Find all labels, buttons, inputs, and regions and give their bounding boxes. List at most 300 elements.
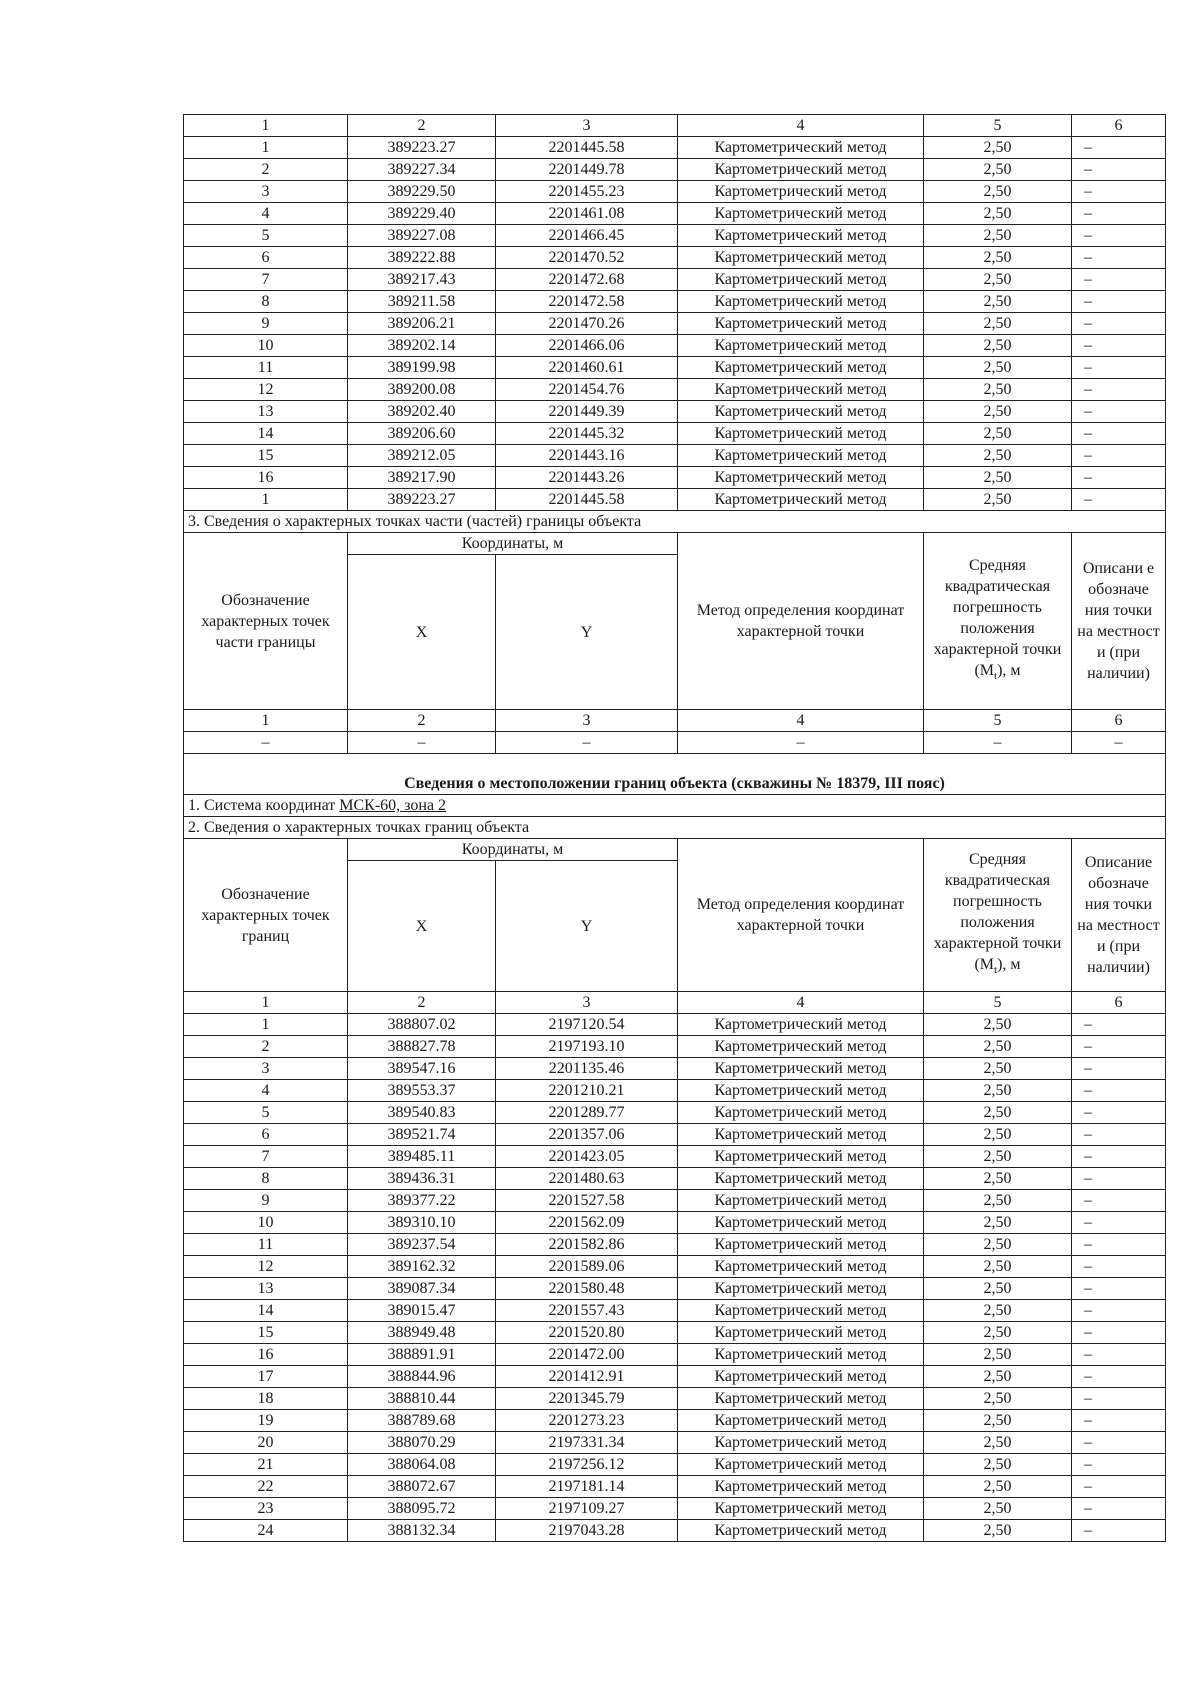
description: – [1072,445,1166,467]
coord-y: 2201527.58 [496,1190,678,1212]
coord-x: 389087.34 [348,1278,496,1300]
description: – [1072,335,1166,357]
coord-x: 389547.16 [348,1058,496,1080]
error-value: 2,50 [924,1388,1072,1410]
table-row [184,1476,1166,1498]
error-value: 2,50 [924,1036,1072,1058]
coord-y: 2201412.91 [496,1366,678,1388]
error-value: 2,50 [924,181,1072,203]
method: Картометрический метод [678,313,924,335]
description: – [1072,1212,1166,1234]
point-number: 12 [184,379,348,401]
coord-y: 2197043.28 [496,1520,678,1542]
coord-x: 388810.44 [348,1388,496,1410]
col-number: 5 [924,115,1072,137]
method: Картометрический метод [678,1256,924,1278]
method: Картометрический метод [678,203,924,225]
table-row [184,313,1166,335]
coord-x: 388132.34 [348,1520,496,1542]
empty-cell: – [678,732,924,754]
coord-y: 2201466.06 [496,335,678,357]
table-row [184,379,1166,401]
description: – [1072,291,1166,313]
error-value: 2,50 [924,203,1072,225]
method: Картометрический метод [678,1366,924,1388]
col-number: 2 [348,710,496,732]
object2-heading: Сведения о местоположении границ объекта (скважины № 18379, III пояс) [184,754,1166,795]
method: Картометрический метод [678,159,924,181]
table-row [184,335,1166,357]
description: – [1072,1476,1166,1498]
error-value: 2,50 [924,423,1072,445]
col-number: 6 [1072,710,1166,732]
method: Картометрический метод [678,335,924,357]
method: Картометрический метод [678,1410,924,1432]
table-row [184,1366,1166,1388]
points-title: 2. Сведения о характерных точках границ объекта [184,817,1166,839]
coord-y: 2201557.43 [496,1300,678,1322]
table-row [184,181,1166,203]
empty-cell: – [184,732,348,754]
error-value: 2,50 [924,1124,1072,1146]
error-value: 2,50 [924,137,1072,159]
hdr-y: Y [496,555,678,710]
method: Картометрический метод [678,1146,924,1168]
table-row [184,1102,1166,1124]
description: – [1072,1124,1166,1146]
hdr-y: Y [496,861,678,992]
method: Картометрический метод [678,1036,924,1058]
description: – [1072,1102,1166,1124]
hdr-description: Описание обозначе ния точки на местност и (при наличии) [1072,839,1166,992]
point-number: 12 [184,1256,348,1278]
point-number: 7 [184,1146,348,1168]
object2-heading-row [184,754,1166,795]
error-value: 2,50 [924,1300,1072,1322]
method: Картометрический метод [678,1102,924,1124]
method: Картометрический метод [678,489,924,511]
table-row [184,1520,1166,1542]
table-row [184,1190,1166,1212]
coord-y: 2201472.58 [496,291,678,313]
method: Картометрический метод [678,137,924,159]
empty-cell: – [348,732,496,754]
method: Картометрический метод [678,1058,924,1080]
error-value: 2,50 [924,1014,1072,1036]
description: – [1072,1454,1166,1476]
point-number: 6 [184,1124,348,1146]
hdr-description: Описани е обозначе ния точки на местност и (при наличии) [1072,533,1166,710]
description: – [1072,1146,1166,1168]
method: Картометрический метод [678,1300,924,1322]
table-row [184,1410,1166,1432]
error-value: 2,50 [924,247,1072,269]
coord-x: 389015.47 [348,1300,496,1322]
table-row [184,247,1166,269]
coord-y: 2201455.23 [496,181,678,203]
table1-body [184,137,1166,511]
col-number: 5 [924,710,1072,732]
hdr-designation: Обозначение характерных точек границ [184,839,348,992]
coord-x: 388095.72 [348,1498,496,1520]
point-number: 23 [184,1498,348,1520]
point-number: 2 [184,159,348,181]
method: Картометрический метод [678,1014,924,1036]
point-number: 1 [184,1014,348,1036]
col-number: 4 [678,992,924,1014]
object2-col-numbers-row [184,992,1166,1014]
coord-x: 388891.91 [348,1344,496,1366]
table-row [184,137,1166,159]
table-row [184,1322,1166,1344]
coord-x: 389540.83 [348,1102,496,1124]
method: Картометрический метод [678,1344,924,1366]
point-number: 18 [184,1388,348,1410]
description: – [1072,1190,1166,1212]
empty-cell: – [924,732,1072,754]
col-number: 4 [678,710,924,732]
coord-y: 2197109.27 [496,1498,678,1520]
error-value: 2,50 [924,225,1072,247]
coord-y: 2201470.26 [496,313,678,335]
point-number: 1 [184,137,348,159]
coord-y: 2197120.54 [496,1014,678,1036]
table-row [184,1080,1166,1102]
description: – [1072,1256,1166,1278]
point-number: 2 [184,1036,348,1058]
coord-x: 388789.68 [348,1410,496,1432]
method: Картометрический метод [678,1476,924,1498]
coord-y: 2201345.79 [496,1388,678,1410]
error-value: 2,50 [924,1278,1072,1300]
coord-x: 389200.08 [348,379,496,401]
description: – [1072,467,1166,489]
method: Картометрический метод [678,423,924,445]
method: Картометрический метод [678,1212,924,1234]
table-row [184,1432,1166,1454]
coord-y: 2201273.23 [496,1410,678,1432]
coord-y: 2201472.00 [496,1344,678,1366]
table-row [184,1498,1166,1520]
description: – [1072,181,1166,203]
error-value: 2,50 [924,335,1072,357]
coord-x: 389436.31 [348,1168,496,1190]
table-row [184,159,1166,181]
hdr-error: Средняя квадратическая погрешность положения характерной точки $(M_t)$, м [924,839,1072,992]
error-value: 2,50 [924,269,1072,291]
method: Картометрический метод [678,225,924,247]
point-number: 13 [184,1278,348,1300]
method: Картометрический метод [678,1080,924,1102]
point-number: 3 [184,1058,348,1080]
coord-y: 2201449.39 [496,401,678,423]
error-value: 2,50 [924,1498,1072,1520]
coord-x: 389202.40 [348,401,496,423]
hdr-designation: Обозначение характерных точек части границы [184,533,348,710]
table-row [184,1058,1166,1080]
col-number: 3 [496,992,678,1014]
coord-x: 389217.43 [348,269,496,291]
error-value: 2,50 [924,379,1072,401]
points-title-row [184,817,1166,839]
coord-x: 389310.10 [348,1212,496,1234]
point-number: 14 [184,423,348,445]
coord-x: 389521.74 [348,1124,496,1146]
method: Картометрический метод [678,1234,924,1256]
hdr-coords: Координаты, м [348,533,678,555]
method: Картометрический метод [678,1124,924,1146]
col-number: 2 [348,992,496,1014]
table-row [184,1124,1166,1146]
col-number: 4 [678,115,924,137]
coordinates-document-table [183,114,1166,1542]
error-value: 2,50 [924,1102,1072,1124]
description: – [1072,1036,1166,1058]
table-row [184,445,1166,467]
description: – [1072,1410,1166,1432]
coord-y: 2201289.77 [496,1102,678,1124]
point-number: 19 [184,1410,348,1432]
table-row [184,1234,1166,1256]
section3-col-numbers-row [184,710,1166,732]
coord-system-value: МСК-60, зона 2 [339,797,447,814]
point-number: 3 [184,181,348,203]
error-value: 2,50 [924,159,1072,181]
coord-x: 389237.54 [348,1234,496,1256]
table-row [184,203,1166,225]
description: – [1072,313,1166,335]
coord-system: 1. Система координат МСК-60, зона 2 [184,795,1166,817]
coord-y: 2201454.76 [496,379,678,401]
coord-y: 2201470.52 [496,247,678,269]
col-number: 5 [924,992,1072,1014]
error-value: 2,50 [924,313,1072,335]
error-value: 2,50 [924,1190,1072,1212]
coord-x: 389199.98 [348,357,496,379]
coord-y: 2201423.05 [496,1146,678,1168]
point-number: 22 [184,1476,348,1498]
table-row [184,269,1166,291]
hdr-x: X [348,861,496,992]
point-number: 6 [184,247,348,269]
description: – [1072,1322,1166,1344]
method: Картометрический метод [678,1498,924,1520]
table-row [184,1168,1166,1190]
coord-y: 2201135.46 [496,1058,678,1080]
document-page [183,114,1165,1542]
description: – [1072,489,1166,511]
description: – [1072,1234,1166,1256]
point-number: 8 [184,291,348,313]
method: Картометрический метод [678,269,924,291]
point-number: 16 [184,467,348,489]
description: – [1072,159,1166,181]
error-value: 2,50 [924,1410,1072,1432]
point-number: 15 [184,445,348,467]
section3-title-row [184,511,1166,533]
method: Картометрический метод [678,1168,924,1190]
coord-x: 388064.08 [348,1454,496,1476]
method: Картометрический метод [678,1322,924,1344]
error-value: 2,50 [924,1058,1072,1080]
point-number: 13 [184,401,348,423]
method: Картометрический метод [678,401,924,423]
coord-x: 389223.27 [348,137,496,159]
coord-y: 2201520.80 [496,1322,678,1344]
description: – [1072,269,1166,291]
description: – [1072,379,1166,401]
description: – [1072,423,1166,445]
point-number: 9 [184,1190,348,1212]
coord-x: 389223.27 [348,489,496,511]
error-value: 2,50 [924,1234,1072,1256]
description: – [1072,1498,1166,1520]
coord-y: 2201461.08 [496,203,678,225]
error-value: 2,50 [924,1080,1072,1102]
coord-y: 2201443.16 [496,445,678,467]
coord-y: 2201460.61 [496,357,678,379]
method: Картометрический метод [678,291,924,313]
coord-y: 2201357.06 [496,1124,678,1146]
table-row [184,1344,1166,1366]
error-value: 2,50 [924,1146,1072,1168]
point-number: 1 [184,489,348,511]
description: – [1072,1014,1166,1036]
point-number: 5 [184,1102,348,1124]
coord-y: 2197181.14 [496,1476,678,1498]
table-row [184,401,1166,423]
coord-x: 389229.50 [348,181,496,203]
error-value: 2,50 [924,1322,1072,1344]
description: – [1072,137,1166,159]
error-value: 2,50 [924,291,1072,313]
section3-empty-row [184,732,1166,754]
description: – [1072,225,1166,247]
coord-x: 389217.90 [348,467,496,489]
error-value: 2,50 [924,1432,1072,1454]
error-value: 2,50 [924,1366,1072,1388]
error-value: 2,50 [924,489,1072,511]
description: – [1072,1080,1166,1102]
error-value: 2,50 [924,1520,1072,1542]
error-value: 2,50 [924,445,1072,467]
point-number: 10 [184,1212,348,1234]
error-value: 2,50 [924,1212,1072,1234]
coord-x: 388070.29 [348,1432,496,1454]
coord-y: 2197256.12 [496,1454,678,1476]
hdr-coords: Координаты, м [348,839,678,861]
table-row [184,291,1166,313]
coord-x: 389553.37 [348,1080,496,1102]
coord-x: 388807.02 [348,1014,496,1036]
coord-y: 2201445.58 [496,489,678,511]
table1-col-numbers-row [184,115,1166,137]
table-row [184,1212,1166,1234]
table-row [184,489,1166,511]
description: – [1072,247,1166,269]
method: Картометрический метод [678,1432,924,1454]
coord-x: 389229.40 [348,203,496,225]
section3-title: 3. Сведения о характерных точках части (частей) границы объекта [184,511,1166,533]
description: – [1072,1520,1166,1542]
object2-header-row [184,839,1166,861]
point-number: 11 [184,1234,348,1256]
col-number: 3 [496,115,678,137]
table-row [184,1300,1166,1322]
method: Картометрический метод [678,1190,924,1212]
coord-y: 2201466.45 [496,225,678,247]
coord-y: 2201443.26 [496,467,678,489]
col-number: 1 [184,992,348,1014]
coord-y: 2197193.10 [496,1036,678,1058]
coord-y: 2201480.63 [496,1168,678,1190]
coord-y: 2201210.21 [496,1080,678,1102]
table-row [184,1256,1166,1278]
col-number: 1 [184,710,348,732]
error-value: 2,50 [924,1168,1072,1190]
description: – [1072,401,1166,423]
point-number: 21 [184,1454,348,1476]
description: – [1072,1278,1166,1300]
empty-cell: – [1072,732,1166,754]
point-number: 8 [184,1168,348,1190]
coord-y: 2201449.78 [496,159,678,181]
coord-x: 388949.48 [348,1322,496,1344]
point-number: 4 [184,1080,348,1102]
method: Картометрический метод [678,1388,924,1410]
col-number: 6 [1072,992,1166,1014]
error-value: 2,50 [924,1344,1072,1366]
coord-x: 389222.88 [348,247,496,269]
method: Картометрический метод [678,247,924,269]
error-value: 2,50 [924,1256,1072,1278]
coord-y: 2201472.68 [496,269,678,291]
point-number: 5 [184,225,348,247]
table-row [184,1014,1166,1036]
object2-body [184,1014,1166,1542]
table-row [184,423,1166,445]
col-number: 1 [184,115,348,137]
coord-x: 389212.05 [348,445,496,467]
point-number: 9 [184,313,348,335]
col-number: 6 [1072,115,1166,137]
coord-x: 388827.78 [348,1036,496,1058]
point-number: 14 [184,1300,348,1322]
coord-system-row [184,795,1166,817]
point-number: 10 [184,335,348,357]
point-number: 16 [184,1344,348,1366]
point-number: 11 [184,357,348,379]
point-number: 15 [184,1322,348,1344]
description: – [1072,357,1166,379]
col-number: 2 [348,115,496,137]
coord-x: 389202.14 [348,335,496,357]
coord-x: 389485.11 [348,1146,496,1168]
description: – [1072,1300,1166,1322]
hdr-error: Средняя квадратическая погрешность положения характерной точки $(M_t)$, м [924,533,1072,710]
table-row [184,1036,1166,1058]
description: – [1072,203,1166,225]
coord-y: 2201589.06 [496,1256,678,1278]
table-row [184,467,1166,489]
section3-header-row [184,533,1166,555]
method: Картометрический метод [678,357,924,379]
table-row [184,1146,1166,1168]
point-number: 24 [184,1520,348,1542]
col-number: 3 [496,710,678,732]
method: Картометрический метод [678,1278,924,1300]
hdr-method: Метод определения координат характерной точки [678,533,924,710]
